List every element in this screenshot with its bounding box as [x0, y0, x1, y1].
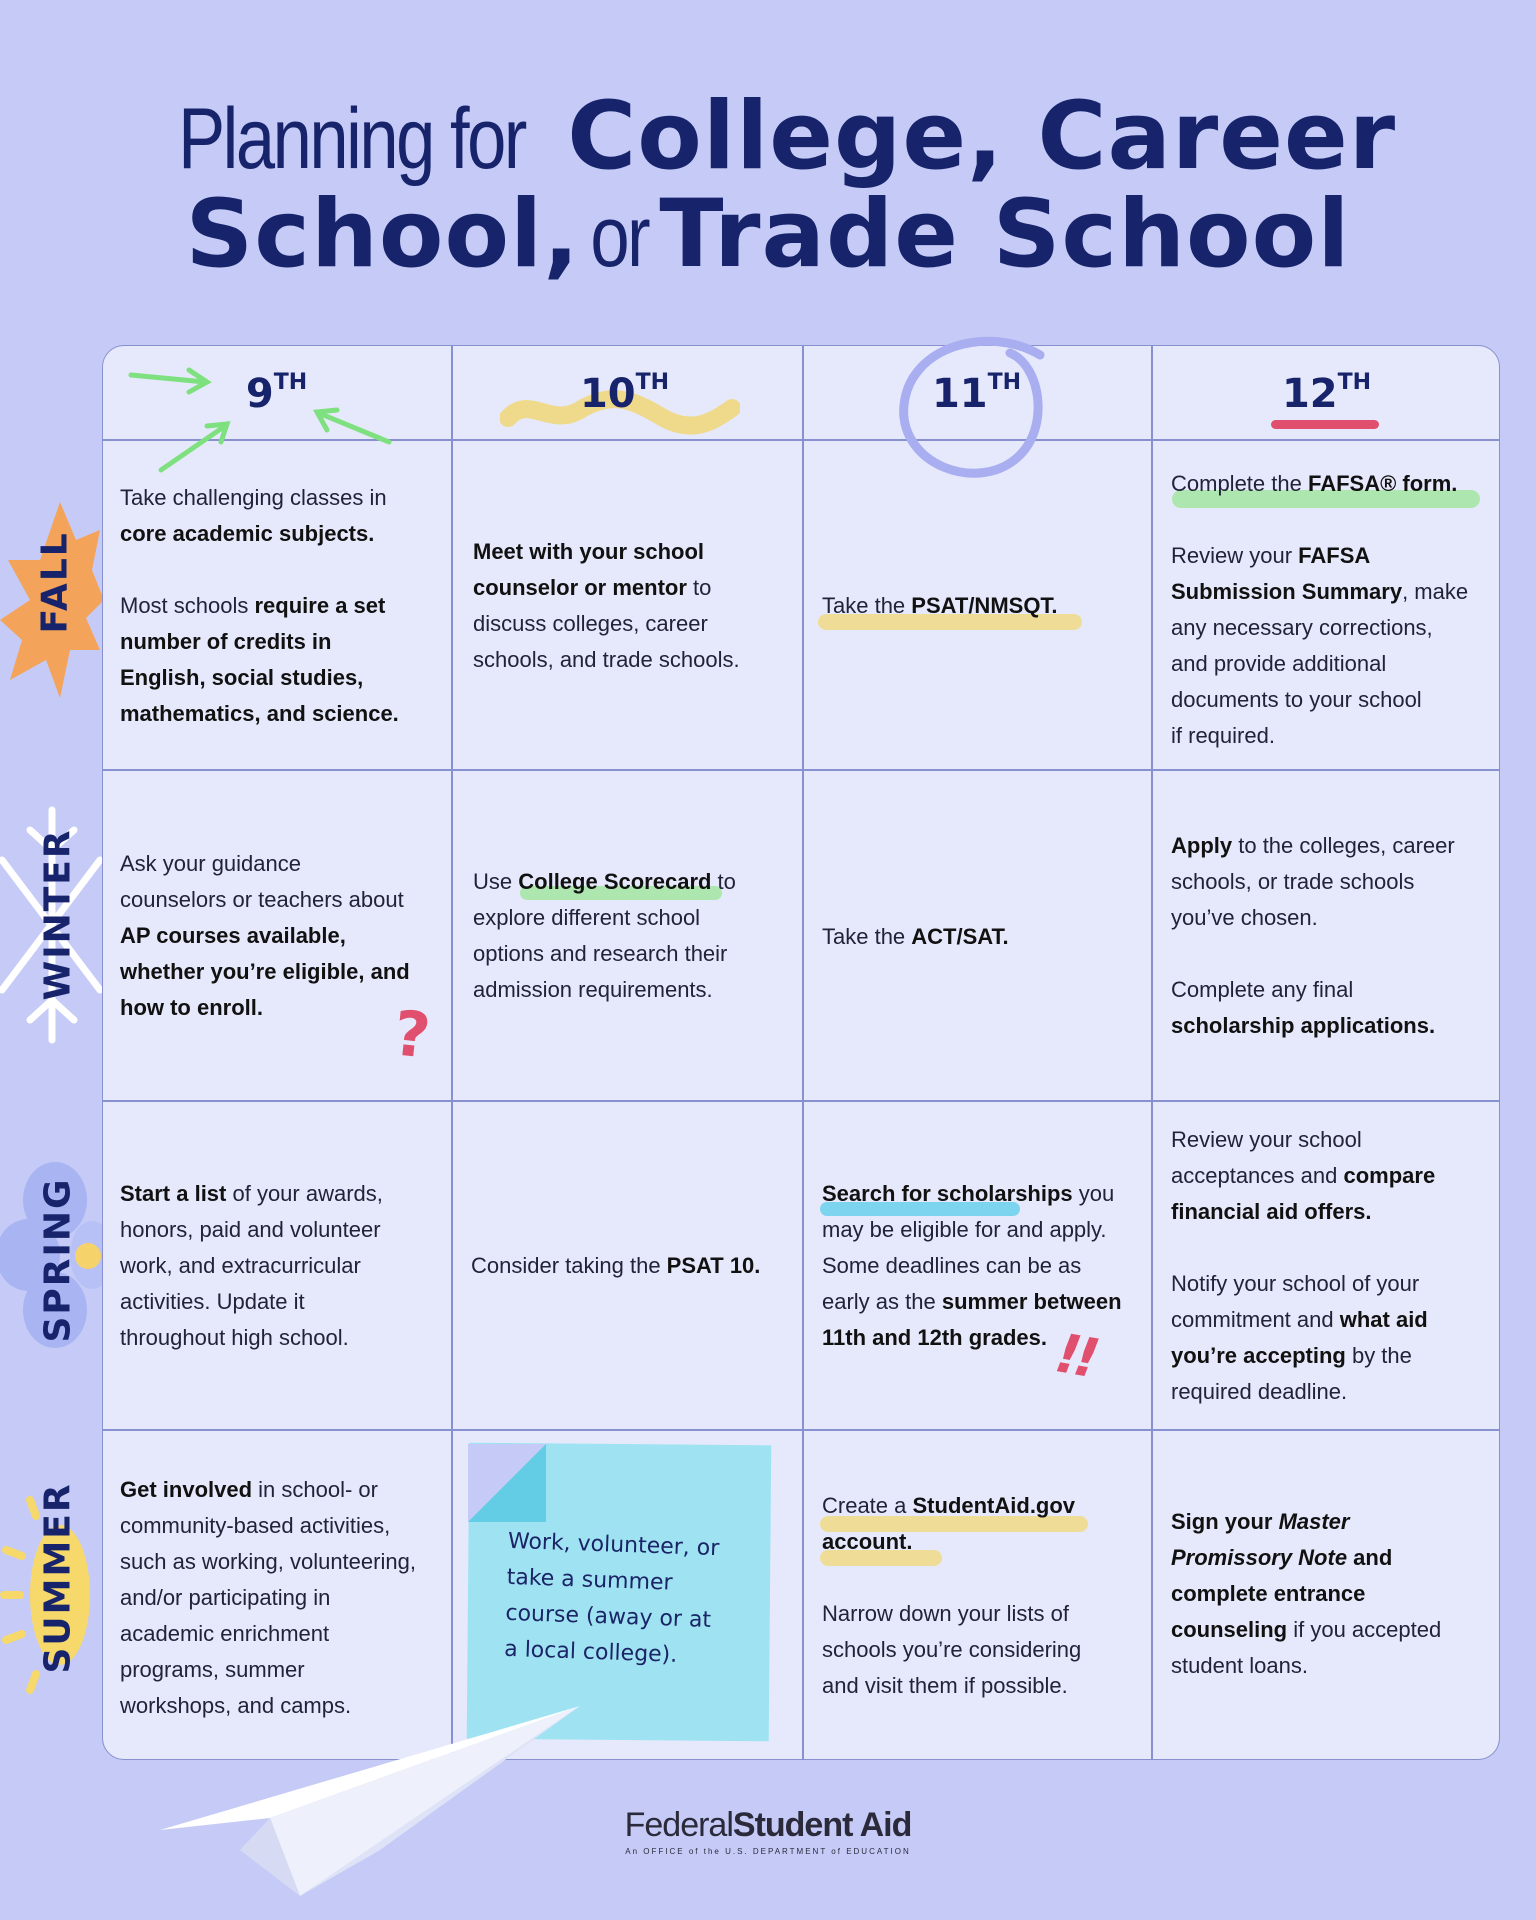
grade-number: 10 — [579, 371, 636, 417]
cell-text: schools you’re considering — [822, 1637, 1082, 1662]
cell-spring-11th — [822, 1176, 1152, 1356]
cell-text: early as the — [822, 1289, 942, 1314]
cell-text: you — [1072, 1181, 1115, 1206]
footer — [0, 1806, 1536, 1856]
cell-text: schools, or trade schools — [1171, 869, 1415, 894]
cell-text: Complete any final — [1171, 977, 1354, 1002]
cell-text-bold: PSAT 10. — [666, 1253, 761, 1278]
cell-text: acceptances and — [1171, 1163, 1344, 1188]
cell-text: Use — [473, 869, 519, 894]
cell-fall-9th — [120, 480, 450, 732]
title-line1-bold: College, Career — [567, 82, 1397, 191]
cell-summer-9th — [120, 1472, 460, 1724]
grade-header-10 — [450, 370, 799, 417]
sticky-note-line: course (away or at — [505, 1600, 712, 1633]
cell-winter-12th — [1171, 828, 1491, 1044]
paper-airplane-icon — [150, 1700, 590, 1900]
cell-text: any necessary corrections, — [1171, 615, 1433, 640]
cell-text: and provide additional — [1171, 651, 1387, 676]
cell-text: to — [686, 575, 712, 600]
cell-text: options and research their — [473, 941, 728, 966]
cell-text-bold: Get involved — [120, 1477, 253, 1502]
cell-text: academic enrichment — [120, 1621, 330, 1646]
title-line2-bold-b: Trade School — [659, 180, 1351, 289]
cell-text-bold: FAFSA® form. — [1307, 471, 1458, 496]
cell-fall-12th — [1171, 466, 1491, 754]
cell-text-bold: Apply — [1171, 833, 1233, 858]
cell-text-bold-italic: Master — [1278, 1509, 1350, 1534]
question-mark-doodle: ? — [390, 996, 434, 1073]
page-title — [0, 82, 1536, 289]
cell-text: and/or participating in — [120, 1585, 331, 1610]
cell-text: community-based activities, — [120, 1513, 391, 1538]
cell-text-bold: require a set — [254, 593, 386, 618]
cell-text: explore different school — [473, 905, 701, 930]
cell-text-bold: Meet with your school — [473, 539, 705, 564]
cell-text: Ask your guidance — [120, 851, 301, 876]
cell-text-bold: scholarship applications. — [1171, 1013, 1436, 1038]
exclamation-doodle: !! — [1050, 1321, 1099, 1390]
sticky-note-line: take a summer — [506, 1564, 673, 1596]
grade-suffix: TH — [1337, 370, 1372, 395]
cell-text: activities. Update it — [120, 1289, 305, 1314]
grade-suffix: TH — [273, 370, 308, 395]
cell-text-bold-italic: Promissory Note — [1171, 1545, 1348, 1570]
cell-text-bold: College Scorecard — [518, 869, 712, 894]
cell-text: if you accepted — [1287, 1617, 1442, 1642]
cell-text-bold: mathematics, and science. — [120, 701, 399, 726]
cell-text: Take the — [822, 593, 912, 618]
cell-text-bold: AP courses available, — [120, 923, 346, 948]
cell-text: Notify your school of your — [1171, 1271, 1420, 1296]
cell-text-bold: FAFSA — [1298, 543, 1371, 568]
title-line1-light: Planning for — [177, 91, 525, 187]
cell-text: admission requirements. — [473, 977, 713, 1002]
grade-number: 12 — [1281, 371, 1338, 417]
fsa-logo-bold: Student Aid — [732, 1806, 912, 1844]
cell-text-bold: number of credits in — [120, 629, 332, 654]
cell-text-bold: and — [1347, 1545, 1393, 1570]
grade-header-9 — [102, 370, 451, 417]
fsa-logo-light: Federal — [624, 1806, 733, 1844]
season-label-spring: SPRING — [37, 1177, 79, 1343]
cell-text: work, and extracurricular — [120, 1253, 361, 1278]
cell-text: in school- or — [252, 1477, 378, 1502]
cell-text-bold: summer between — [941, 1289, 1122, 1314]
cell-text-bold: counseling — [1171, 1617, 1288, 1642]
cell-text: required deadline. — [1171, 1379, 1348, 1404]
cell-text-bold: Search for scholarships — [822, 1181, 1073, 1206]
cell-text: Complete the — [1171, 471, 1308, 496]
cell-text-bold: what aid — [1339, 1307, 1428, 1332]
cell-text: to — [711, 869, 736, 894]
sticky-note-line: Work, volunteer, or — [507, 1528, 720, 1562]
cell-text-bold: PSAT/NMSQT. — [911, 593, 1058, 618]
cell-spring-9th — [120, 1176, 450, 1356]
cell-text: , make — [1402, 579, 1469, 604]
cell-text: honors, paid and volunteer — [120, 1217, 381, 1242]
cell-fall-11th — [822, 588, 1142, 624]
cell-text: throughout high school. — [120, 1325, 349, 1350]
cell-text-bold: English, social studies, — [120, 665, 364, 690]
fsa-logo — [0, 1806, 1536, 1845]
grid-divider — [1151, 346, 1153, 1759]
cell-text-bold: 11th and 12th grades. — [822, 1325, 1047, 1350]
cell-text: you’ve chosen. — [1171, 905, 1318, 930]
cell-text-bold: Sign your — [1171, 1509, 1279, 1534]
grade-number: 11 — [931, 371, 988, 417]
cell-spring-10th — [471, 1248, 801, 1284]
grade-number: 9 — [245, 371, 274, 417]
cell-text-bold: you’re accepting — [1171, 1343, 1346, 1368]
cell-text: schools, and trade schools. — [473, 647, 740, 672]
sticky-note-text — [504, 1524, 749, 1676]
cell-text: Most schools — [120, 593, 255, 618]
cell-text: counselors or teachers about — [120, 887, 404, 912]
cell-text-bold: complete entrance — [1171, 1581, 1366, 1606]
cell-fall-10th — [473, 534, 793, 678]
underline-12th-icon — [1271, 420, 1379, 429]
grid-divider — [103, 769, 1499, 771]
cell-summer-11th — [822, 1488, 1142, 1704]
cell-text: such as working, volunteering, — [120, 1549, 416, 1574]
sticky-note-line: a local college). — [503, 1636, 678, 1668]
cell-text: may be eligible for and apply. — [822, 1217, 1107, 1242]
cell-text: to the colleges, career — [1232, 833, 1455, 858]
grid-divider — [103, 1429, 1499, 1431]
grade-header-12 — [1152, 370, 1501, 417]
cell-text-bold: compare — [1343, 1163, 1436, 1188]
fsa-logo-subtitle: An OFFICE of the U.S. DEPARTMENT of EDUCATION — [625, 1847, 911, 1856]
cell-text-bold: ACT/SAT. — [911, 924, 1009, 949]
cell-text-bold: counselor or mentor — [473, 575, 687, 600]
cell-text-bold: StudentAid.gov — [912, 1493, 1076, 1518]
cell-winter-11th — [822, 919, 1142, 955]
grade-suffix: TH — [987, 370, 1022, 395]
cell-text: commitment and — [1171, 1307, 1340, 1332]
cell-text-bold: whether you’re eligible, and — [120, 959, 410, 984]
cell-summer-12th — [1171, 1504, 1491, 1684]
cell-text-bold: account. — [822, 1529, 913, 1554]
cell-text: Create a — [822, 1493, 913, 1518]
cell-text: documents to your school — [1171, 687, 1422, 712]
cell-text-bold: core academic subjects. — [120, 521, 375, 546]
season-label-summer: SUMMER — [37, 1482, 79, 1674]
cell-text: by the — [1345, 1343, 1412, 1368]
cell-text: Review your school — [1171, 1127, 1362, 1152]
grade-header-11 — [802, 370, 1151, 417]
title-line2-bold-a: School, — [185, 180, 580, 289]
cell-text: of your awards, — [226, 1181, 383, 1206]
grade-suffix: TH — [635, 370, 670, 395]
cell-text: Take the — [822, 924, 912, 949]
cell-text: workshops, and camps. — [120, 1693, 352, 1718]
cell-text: Some deadlines can be as — [822, 1253, 1082, 1278]
cell-text: discuss colleges, career — [473, 611, 708, 636]
cell-text: and visit them if possible. — [822, 1673, 1068, 1698]
cell-text-bold: Submission Summary — [1171, 579, 1403, 604]
cell-text: Take challenging classes in — [120, 485, 387, 510]
season-label-fall: FALL — [34, 531, 76, 634]
cell-winter-10th — [473, 864, 793, 1008]
cell-text: Review your — [1171, 543, 1299, 568]
cell-text-bold: Start a list — [120, 1181, 227, 1206]
cell-text: programs, summer — [120, 1657, 305, 1682]
season-label-winter: WINTER — [37, 828, 79, 1001]
title-line2-light: or — [590, 189, 649, 285]
grid-divider — [802, 346, 804, 1759]
cell-text: student loans. — [1171, 1653, 1308, 1678]
cell-text: Consider taking the — [471, 1253, 667, 1278]
grid-divider — [103, 1100, 1499, 1102]
sticky-note-fold-shadow — [468, 1444, 546, 1522]
cell-text-bold: how to enroll. — [120, 995, 263, 1020]
cell-text-bold: financial aid offers. — [1171, 1199, 1372, 1224]
cell-spring-12th — [1171, 1122, 1491, 1410]
cell-text: Narrow down your lists of — [822, 1601, 1069, 1626]
cell-text: if required. — [1171, 723, 1275, 748]
